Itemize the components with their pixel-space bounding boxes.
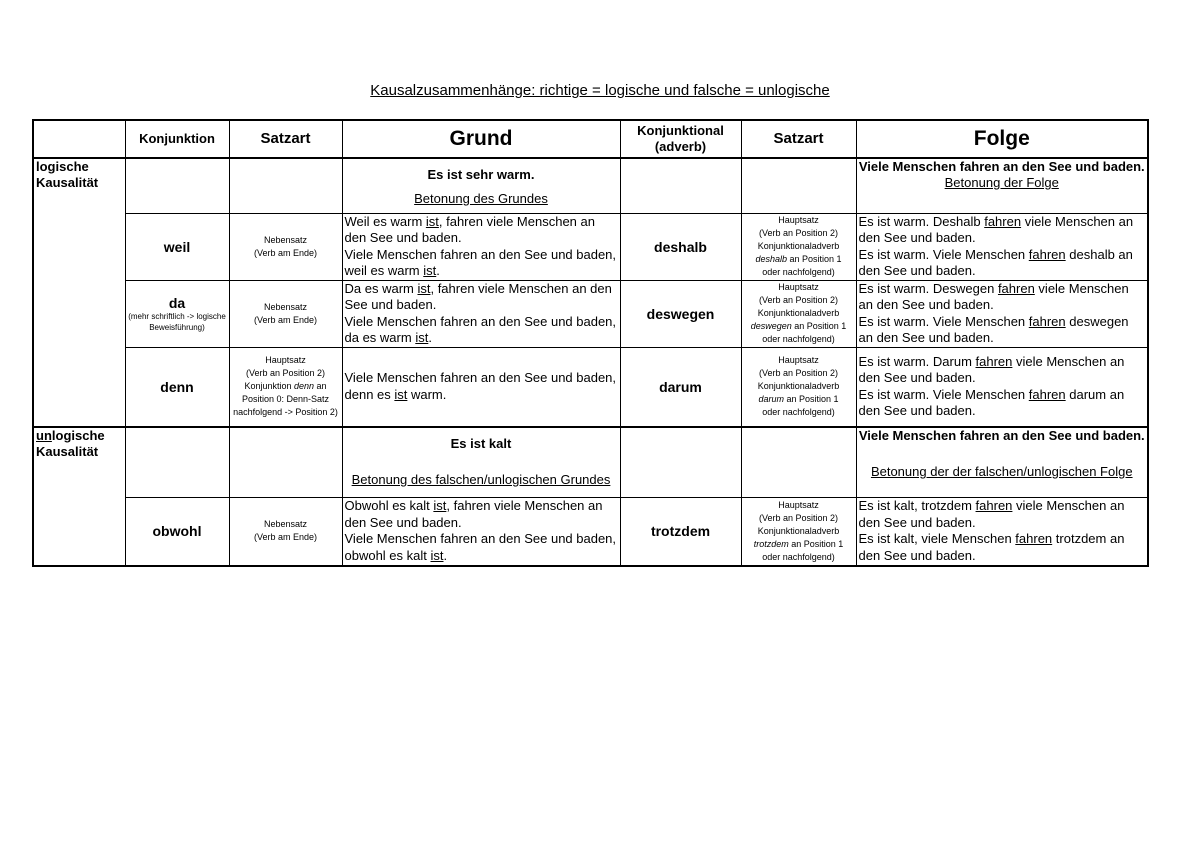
satzart-line: (Verb am Ende) xyxy=(253,532,318,543)
grund-head-text: Es ist sehr warm. xyxy=(427,167,535,182)
header-konjunktionaladverb xyxy=(620,120,741,158)
satzart-line: an Position 0: Denn-Satz nachfolgend -> Position 2) xyxy=(233,381,338,418)
konj-obwohl: obwohl xyxy=(125,497,229,566)
satzart-weil xyxy=(229,213,342,280)
text: Viele Menschen fahren an den See und baden, denn es xyxy=(344,370,617,402)
header-empty xyxy=(33,120,125,158)
label-unlogische-2: Kausalität xyxy=(36,444,99,459)
satzart-line: (Verb an Position 2) xyxy=(758,512,839,523)
adv-deswegen: deswegen xyxy=(620,280,741,347)
header-satzart-2: Satzart xyxy=(741,120,856,158)
satzart-trotzdem xyxy=(741,497,856,566)
grund-da xyxy=(342,280,620,347)
underlined-verb: ist xyxy=(430,547,444,563)
satzart-line: oder nachfolgend) xyxy=(762,334,835,344)
folge-head-text: Viele Menschen fahren an den See und baden. xyxy=(858,159,1145,174)
text: Viele Menschen fahren an den See und baden, weil es warm xyxy=(344,246,617,278)
text: Es ist warm. Viele Menschen xyxy=(858,313,1029,329)
text: Da es warm xyxy=(344,280,418,296)
satzart-line: Nebensatz xyxy=(263,301,308,312)
satzart-line: Hauptsatz xyxy=(778,355,819,366)
label-logische-1: logische xyxy=(36,159,89,174)
satzart-line: Nebensatz xyxy=(263,234,308,245)
folge-darum xyxy=(856,347,1148,427)
cell-empty xyxy=(229,158,342,213)
grund-head-logisch xyxy=(342,158,620,213)
satzart-line: (Verb an Position 2) xyxy=(758,368,839,379)
text: viele Menschen an den See und baden. xyxy=(858,280,1129,312)
text: Es ist warm. Darum xyxy=(858,353,976,369)
konj-da xyxy=(125,280,229,347)
text: deshalb an den See und baden. xyxy=(858,246,1133,278)
header-konjadv-line1: Konjunktional xyxy=(637,123,724,138)
text: . xyxy=(428,330,432,345)
table-row-obwohl xyxy=(33,497,1148,566)
folge-head-unlogisch xyxy=(856,427,1148,497)
satzart-line: Konjunktionaladverb xyxy=(757,308,840,318)
satzart-line: Konjunktionaladverb xyxy=(757,241,840,251)
underlined-verb: fahren xyxy=(997,280,1035,296)
underlined-verb: fahren xyxy=(975,498,1013,514)
causality-table xyxy=(32,119,1149,567)
satzart-line: an Position 1 xyxy=(791,321,847,331)
underlined-verb: fahren xyxy=(1028,246,1066,262)
satzart-line: an Position 1 xyxy=(788,538,844,549)
cell-empty xyxy=(741,427,856,497)
unlogisch-head-row xyxy=(33,427,1148,497)
satzart-deswegen xyxy=(741,280,856,347)
cell-empty xyxy=(620,427,741,497)
label-logische-2: Kausalität xyxy=(36,175,99,190)
underlined-verb: fahren xyxy=(1028,386,1066,402)
underlined-verb: fahren xyxy=(1015,531,1053,547)
underlined-verb: ist xyxy=(423,263,437,278)
grund-sub-text: Betonung des falschen/unlogischen Grundes xyxy=(351,472,611,487)
satzart-line: an Position 1 xyxy=(786,254,842,264)
underlined-verb: ist xyxy=(425,213,439,229)
text: viele Menschen an den See und baden. xyxy=(858,498,1125,530)
folge-head-logisch xyxy=(856,158,1148,213)
satzart-line: oder nachfolgend) xyxy=(762,551,835,562)
konj-weil: weil xyxy=(125,213,229,280)
cell-empty xyxy=(620,158,741,213)
text: Weil es warm xyxy=(344,213,426,229)
grund-obwohl xyxy=(342,497,620,566)
satzart-line: (Verb am Ende) xyxy=(253,314,318,325)
satzart-italic: trotzdem xyxy=(753,538,789,549)
satzart-line: an Position 1 xyxy=(783,394,839,405)
underlined-verb: fahren xyxy=(984,213,1022,229)
satzart-italic: deswegen xyxy=(750,321,792,331)
satzart-line: Nebensatz xyxy=(263,519,308,530)
satzart-line: oder nachfolgend) xyxy=(762,267,835,277)
text: viele Menschen an den See und baden. xyxy=(858,353,1125,386)
text: Es ist warm. Viele Menschen xyxy=(858,386,1029,402)
satzart-da xyxy=(229,280,342,347)
cell-empty xyxy=(229,427,342,497)
satzart-deshalb xyxy=(741,213,856,280)
satzart-denn xyxy=(229,347,342,427)
logisch-head-row xyxy=(33,158,1148,213)
satzart-line: (Verb an Position 2) xyxy=(758,228,839,238)
label-unlogische-1: logische xyxy=(51,428,105,443)
text: Viele Menschen fahren an den See und baden, da es warm xyxy=(344,313,617,345)
text: darum an den See und baden. xyxy=(858,386,1125,419)
text: Es ist warm. Deswegen xyxy=(858,280,998,296)
page-title: Kausalzusammenhänge: richtige = logische und falsche = unlogische xyxy=(370,82,830,99)
adv-trotzdem: trotzdem xyxy=(620,497,741,566)
satzart-italic: denn xyxy=(294,381,315,392)
header-folge: Folge xyxy=(856,120,1148,158)
header-row xyxy=(33,120,1148,158)
satzart-italic: deshalb xyxy=(755,254,787,264)
text: viele Menschen an den See und baden. xyxy=(858,213,1134,245)
satzart-line: (Verb an Position 2) xyxy=(758,295,839,305)
text: Viele Menschen fahren an den See und baden, obwohl es kalt xyxy=(344,531,617,563)
satzart-line: oder nachfolgend) xyxy=(762,407,835,418)
label-logische xyxy=(33,158,125,427)
text: . xyxy=(436,263,440,278)
cell-empty xyxy=(125,158,229,213)
header-konjadv-line2: (adverb) xyxy=(654,139,707,154)
underlined-verb: fahren xyxy=(1028,313,1066,329)
underlined-verb: ist xyxy=(394,386,408,402)
satzart-line: Hauptsatz xyxy=(265,355,306,366)
grund-denn xyxy=(342,347,620,427)
label-unlogische-prefix: un xyxy=(36,428,52,443)
table-row-da xyxy=(33,280,1148,347)
satzart-line: Konjunktion xyxy=(244,381,294,392)
konj-label: da xyxy=(168,294,186,311)
folge-trotzdem xyxy=(856,497,1148,566)
satzart-darum xyxy=(741,347,856,427)
adv-darum: darum xyxy=(620,347,741,427)
adv-deshalb: deshalb xyxy=(620,213,741,280)
table-row-weil xyxy=(33,213,1148,280)
text: Es ist kalt, trotzdem xyxy=(858,498,976,514)
text: warm. xyxy=(407,386,447,402)
satzart-line: Hauptsatz xyxy=(778,282,819,292)
satzart-line: Hauptsatz xyxy=(778,215,819,225)
text: Es ist warm. Viele Menschen xyxy=(858,246,1029,262)
cell-empty xyxy=(741,158,856,213)
text: deswegen an den See und baden. xyxy=(858,313,1129,345)
text: . xyxy=(443,547,448,563)
folge-deshalb xyxy=(856,213,1148,280)
underlined-verb: ist xyxy=(415,330,429,345)
label-unlogische xyxy=(33,427,125,566)
folge-deswegen xyxy=(856,280,1148,347)
grund-sub-text: Betonung des Grundes xyxy=(414,191,548,206)
underlined-verb: ist xyxy=(417,280,431,296)
satzart-line: Hauptsatz xyxy=(778,499,819,510)
text: , fahren viele Menschen an den See und baden. xyxy=(344,213,595,245)
satzart-line: (Verb an Position 2) xyxy=(245,368,326,379)
header-konjunktion: Konjunktion xyxy=(125,120,229,158)
satzart-obwohl xyxy=(229,497,342,566)
satzart-italic: darum xyxy=(758,394,784,405)
satzart-line: (Verb am Ende) xyxy=(253,247,318,258)
header-grund: Grund xyxy=(342,120,620,158)
grund-head-unlogisch xyxy=(342,427,620,497)
folge-head-text: Viele Menschen fahren an den See und baden. xyxy=(858,428,1145,443)
cell-empty xyxy=(125,427,229,497)
text: Obwohl es kalt xyxy=(344,498,434,514)
table-row-denn xyxy=(33,347,1148,427)
underlined-verb: fahren xyxy=(975,353,1013,369)
konj-denn: denn xyxy=(125,347,229,427)
text: Es ist kalt, viele Menschen xyxy=(858,531,1016,547)
header-satzart-1: Satzart xyxy=(229,120,342,158)
text: Es ist warm. Deshalb xyxy=(858,213,985,229)
folge-sub-text: Betonung der Folge xyxy=(944,175,1059,190)
text: , fahren viele Menschen an den See und baden. xyxy=(344,280,612,312)
satzart-line: Konjunktionaladverb xyxy=(757,525,840,536)
konj-note: (mehr schriftlich -> logische Beweisführung) xyxy=(128,311,226,332)
grund-weil xyxy=(342,213,620,280)
text: trotzdem an den See und baden. xyxy=(858,531,1125,563)
text: , fahren viele Menschen an den See und baden. xyxy=(344,498,603,530)
grund-head-text: Es ist kalt xyxy=(450,436,512,451)
folge-sub-text: Betonung der der falschen/unlogischen Folge xyxy=(870,464,1133,479)
satzart-line: Konjunktionaladverb xyxy=(757,381,840,392)
underlined-verb: ist xyxy=(433,498,447,514)
